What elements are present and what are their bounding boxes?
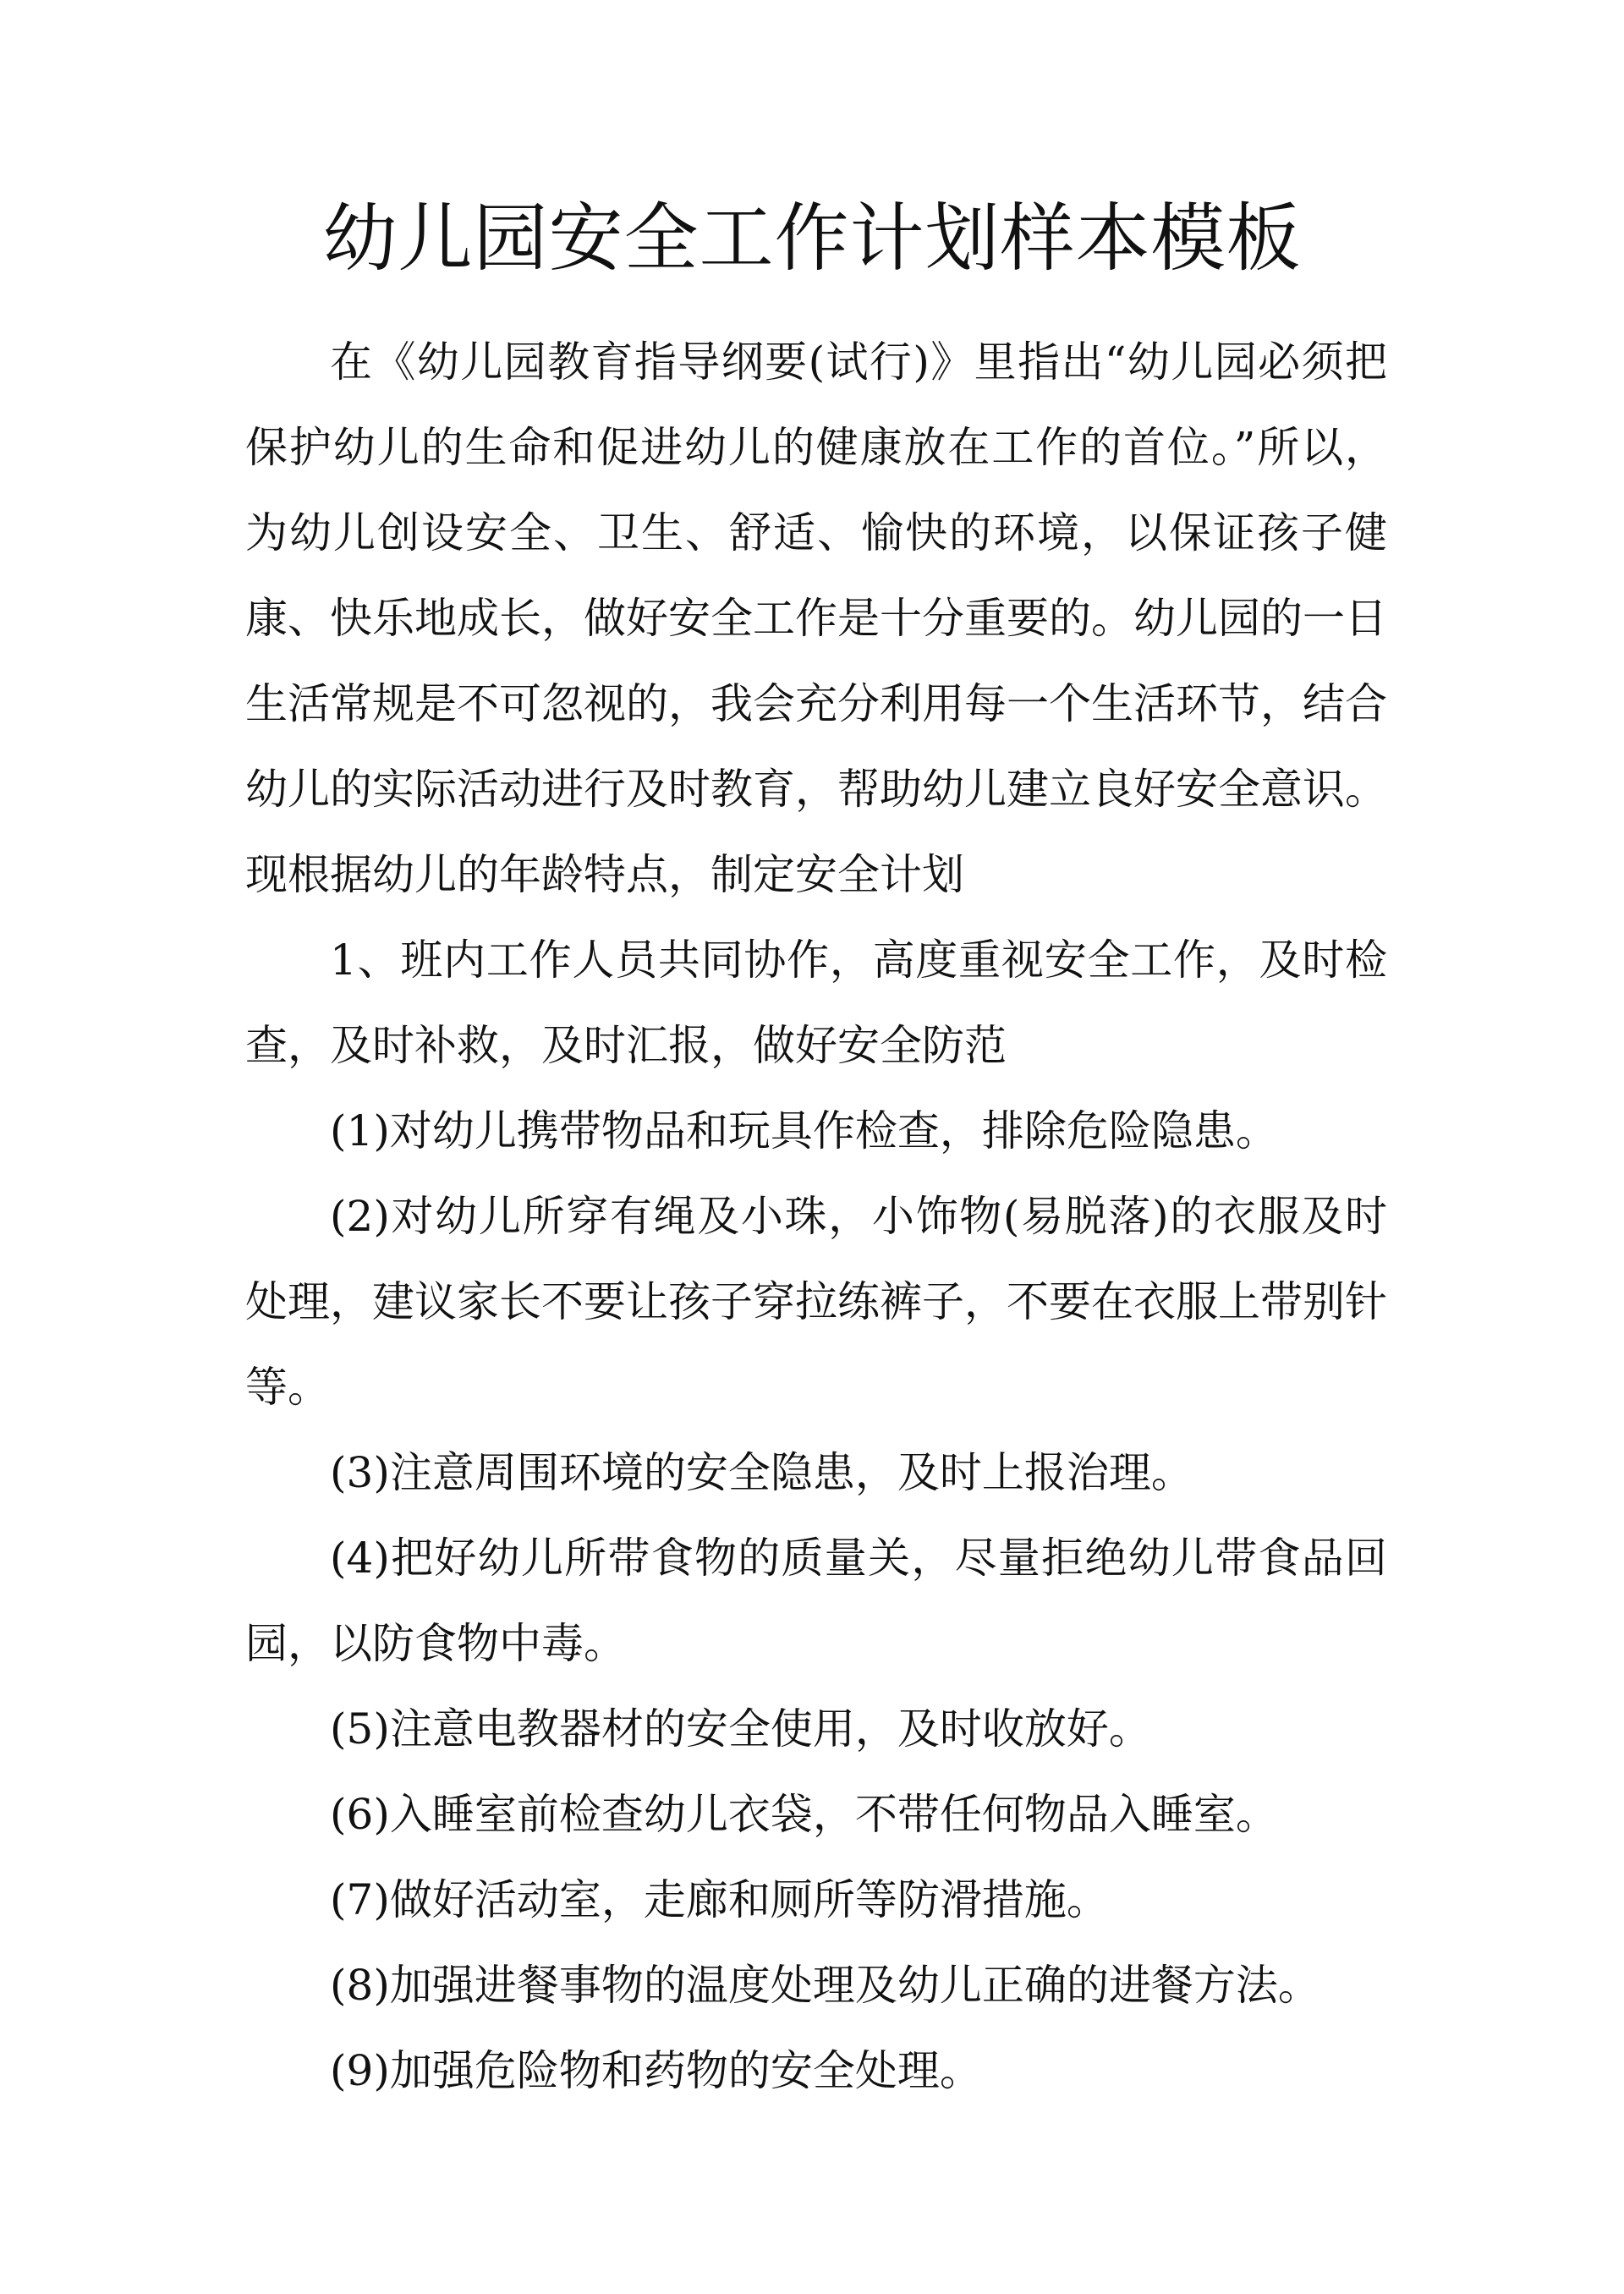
list-item-6: (6)入睡室前检查幼儿衣袋，不带任何物品入睡室。 xyxy=(330,1790,1278,1839)
list-item-3: (3)注意周围环境的安全隐患，及时上报治理。 xyxy=(330,1448,1193,1497)
list-item-5: (5)注意电教器材的安全使用，及时收放好。 xyxy=(330,1704,1151,1753)
list-item-2: (2)对幼儿所穿有绳及小珠，小饰物(易脱落)的衣服及时处理，建议家长不要让孩子穿拉练裤子，不要在衣服上带别针等。 xyxy=(245,1192,1387,1412)
list-item-4: (4)把好幼儿所带食物的质量关，尽量拒绝幼儿带食品回园，以防食物中毒。 xyxy=(245,1534,1387,1668)
document-body xyxy=(245,320,1387,2114)
document-title: 幼儿园安全工作计划样本模板 xyxy=(322,195,1302,282)
list-item-1: (1)对幼儿携带物品和玩具作检查，排除危险隐患。 xyxy=(330,1106,1278,1155)
list-item-8: (8)加强进餐事物的温度处理及幼儿正确的进餐方法。 xyxy=(330,1961,1320,2010)
list-item-9: (9)加强危险物和药物的安全处理。 xyxy=(330,2046,982,2095)
paragraph-intro: 在《幼儿园教育指导纲要(试行)》里指出“幼儿园必须把保护幼儿的生命和促进幼儿的健康放在工作的首位。”所以，为幼儿创设安全、卫生、舒适、愉快的环境，以保证孩子健康、快乐地成长，做好安全工作是十分重要的。幼儿园的一日生活常规是不可忽视的，我会充分利用每一个生活环节，结合幼儿的实际活动进行及时教育，帮助幼儿建立良好安全意识。现根据幼儿的年龄特点，制定安全计划 xyxy=(245,338,1387,899)
paragraph-section-1: 1、班内工作人员共同协作，高度重视安全工作，及时检查，及时补救，及时汇报，做好安全防范 xyxy=(245,936,1387,1070)
list-item-7: (7)做好活动室，走廊和厕所等防滑措施。 xyxy=(330,1875,1109,1924)
